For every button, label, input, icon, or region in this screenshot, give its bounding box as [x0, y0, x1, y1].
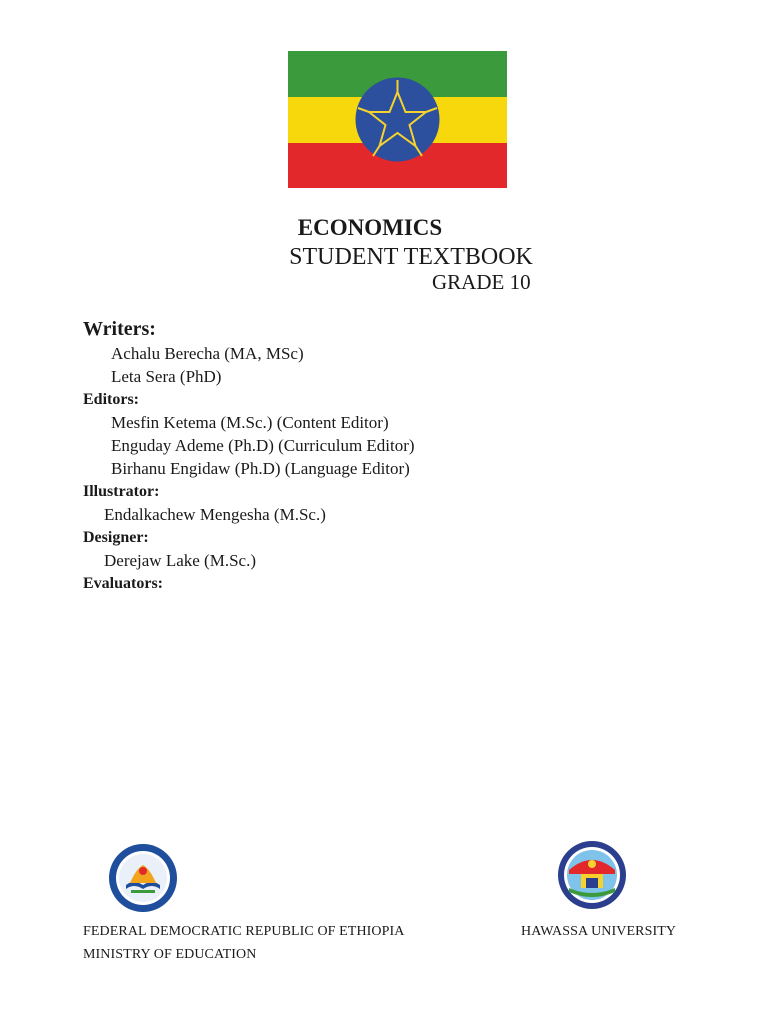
editor-name: Mesfin Ketema (M.Sc.) (Content Editor) — [111, 413, 389, 432]
ethiopia-flag-icon — [288, 51, 507, 188]
designer-name: Derejaw Lake (M.Sc.) — [104, 551, 256, 570]
footer-left — [83, 920, 405, 966]
grade-label: GRADE 10 — [432, 270, 531, 294]
book-title: ECONOMICS — [297, 215, 443, 240]
footer-right — [521, 920, 676, 943]
editor-name: Enguday Ademe (Ph.D) (Curriculum Editor) — [111, 436, 415, 455]
credits-section — [83, 316, 683, 595]
footer-ministry: MINISTRY OF EDUCATION — [83, 947, 257, 962]
footer-country: FEDERAL DEMOCRATIC REPUBLIC OF ETHIOPIA — [83, 924, 405, 939]
illustrator-heading: Illustrator: — [83, 483, 160, 500]
hawassa-university-seal-icon — [557, 840, 627, 910]
evaluators-heading: Evaluators: — [83, 575, 163, 592]
ministry-of-education-seal-icon — [108, 843, 178, 913]
designer-heading: Designer: — [83, 529, 149, 546]
writer-name: Achalu Berecha (MA, MSc) — [111, 344, 304, 363]
illustrator-name: Endalkachew Mengesha (M.Sc.) — [104, 505, 326, 524]
book-subtitle: STUDENT TEXTBOOK — [289, 244, 533, 270]
editors-heading: Editors: — [83, 391, 139, 408]
writers-heading: Writers: — [83, 318, 156, 340]
editor-name: Birhanu Engidaw (Ph.D) (Language Editor) — [111, 459, 410, 478]
writer-name: Leta Sera (PhD) — [111, 367, 222, 386]
footer-university: HAWASSA UNIVERSITY — [521, 924, 677, 939]
